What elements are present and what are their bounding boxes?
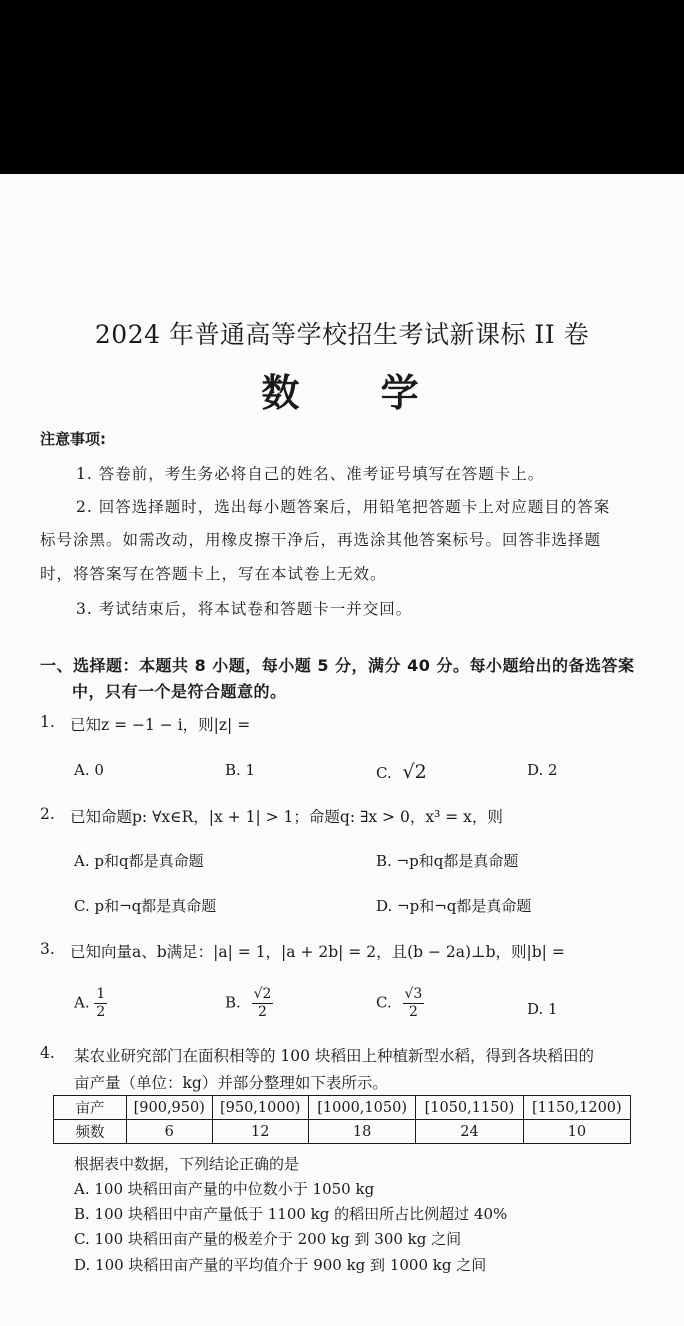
q3-option-a-fraction [94,986,107,1021]
q3-option-b-label: B. [225,993,241,1012]
notice-item-1: 1. 答卷前，考生务必将自己的姓名、准考证号填写在答题卡上。 [76,465,545,483]
q3-stem: 已知向量a、b满足：|a| = 1，|a + 2b| = 2，且(b − 2a)⊥b，则|b| = [70,943,565,961]
table-cell-count: 10 [523,1120,630,1144]
q4-stem-line-2: 亩产量（单位：kg）并部分整理如下表所示。 [74,1074,388,1092]
top-black-bar [0,0,684,174]
q1-option-c-value: √2 [402,761,427,783]
q3-number: 3. [40,940,55,958]
table-cell-count: 18 [308,1120,415,1144]
q4-frequency-table [53,1095,631,1144]
q1-stem: 已知z = −1 − i，则|z| = [70,716,251,734]
q3-option-a-denominator: 2 [96,1004,106,1020]
q1-option-b: B. 1 [225,761,256,779]
q3-option-c-numerator: √3 [404,986,423,1002]
q3-option-d: D. 1 [527,1000,558,1018]
table-cell-count: 24 [416,1120,523,1144]
q3-option-c [376,986,424,1021]
q1-option-c [376,761,427,783]
q3-option-a-numerator: 1 [96,986,106,1002]
table-cell-interval: [1000,1050) [308,1096,415,1120]
q2-option-d: D. ¬p和¬q都是真命题 [376,897,532,915]
table-header-yield: 亩产 [54,1096,127,1120]
section-1-heading-line-2: 中，只有一个是符合题意的。 [72,682,287,701]
exam-title: 2024 年普通高等学校招生考试新课标 II 卷 [94,320,590,349]
notice-item-2-line-3: 时，将答案写在答题卡上，写在本试卷上无效。 [40,565,387,583]
q3-option-b-numerator: √2 [253,986,272,1002]
table-cell-interval: [900,950) [127,1096,213,1120]
q2-option-b: B. ¬p和q都是真命题 [376,852,519,870]
q4-option-c: C. 100 块稻田亩产量的极差介于 200 kg 到 300 kg 之间 [74,1230,462,1248]
q3-option-a-label: A. [74,993,90,1012]
q2-number: 2. [40,805,55,823]
table-cell-interval: [950,1000) [212,1096,308,1120]
q2-stem: 已知命题p: ∀x∈R，|x + 1| > 1；命题q: ∃x > 0，x³ = x，则 [70,808,503,826]
q4-option-a: A. 100 块稻田亩产量的中位数小于 1050 kg [74,1180,375,1198]
table-cell-interval: [1050,1150) [416,1096,523,1120]
notice-item-2-line-2: 标号涂黑。如需改动，用橡皮擦干净后，再选涂其他答案标号。回答非选择题 [40,531,602,549]
notice-item-3: 3. 考试结束后，将本试卷和答题卡一并交回。 [76,600,413,618]
q4-prompt: 根据表中数据，下列结论正确的是 [74,1155,300,1173]
q1-option-c-label: C. [376,764,392,782]
q4-number: 4. [40,1044,55,1062]
section-1-heading-line-1: 一、选择题：本题共 8 小题，每小题 5 分，满分 40 分。每小题给出的备选答案 [40,656,635,675]
table-row-frequency [54,1120,631,1144]
table-cell-interval: [1150,1200) [523,1096,630,1120]
q4-stem-line-1: 某农业研究部门在面积相等的 100 块稻田上种植新型水稻，得到各块稻田的 [74,1047,594,1065]
table-row-yield [54,1096,631,1120]
table-header-frequency: 频数 [54,1120,127,1144]
q3-option-c-fraction [403,986,425,1021]
q4-option-d: D. 100 块稻田亩产量的平均值介于 900 kg 到 1000 kg 之间 [74,1256,487,1274]
q3-option-a [74,986,107,1021]
q1-number: 1. [40,713,55,731]
table-cell-count: 12 [212,1120,308,1144]
q1-option-d: D. 2 [527,761,558,779]
q3-option-b-denominator: 2 [258,1004,267,1020]
q4-option-b: B. 100 块稻田中亩产量低于 1100 kg 的稻田所占比例超过 40% [74,1205,508,1223]
q3-option-c-label: C. [376,993,392,1012]
q3-option-c-denominator: 2 [408,1004,418,1020]
q1-option-a: A. 0 [74,761,104,779]
q2-option-c: C. p和¬q都是真命题 [74,897,217,915]
q3-option-b-fraction [252,986,274,1021]
notice-item-2-line-1: 2. 回答选择题时，选出每小题答案后，用铅笔把答题卡上对应题目的答案 [76,498,611,516]
q2-option-a: A. p和q都是真命题 [74,852,204,870]
subject-title: 数 学 [261,370,453,415]
table-cell-count: 6 [127,1120,213,1144]
notice-heading: 注意事项: [40,430,106,448]
q3-option-b [225,986,273,1021]
